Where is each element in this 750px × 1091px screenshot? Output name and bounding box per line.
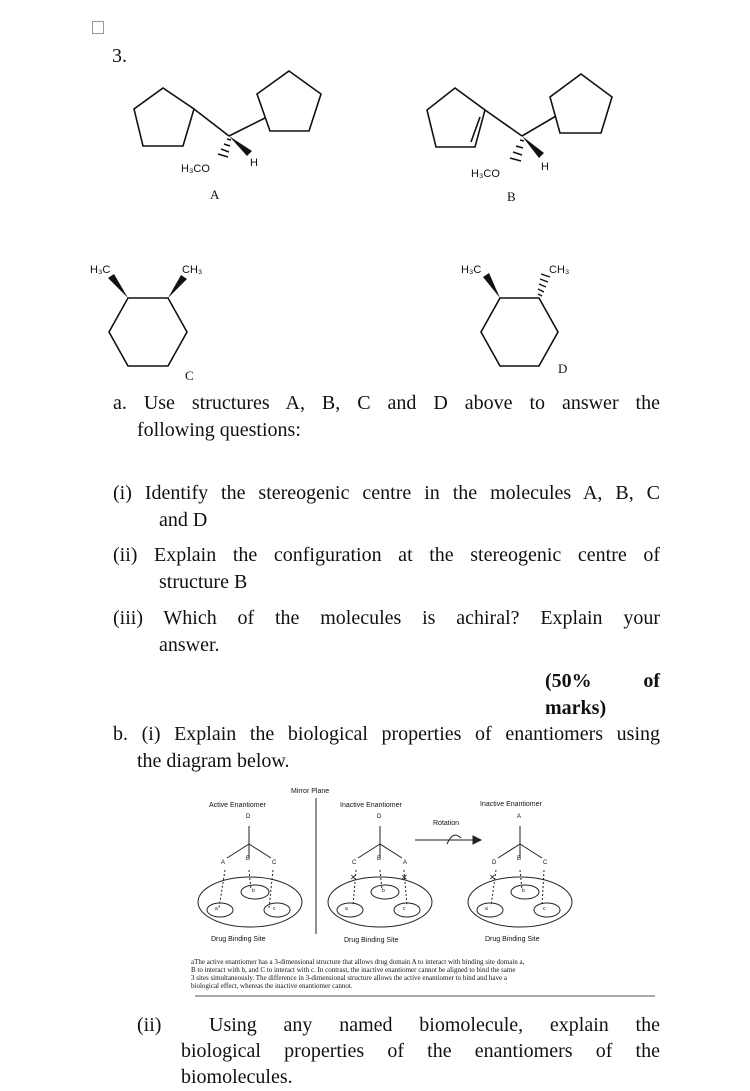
site-a-inactive-1: a — [345, 906, 348, 912]
part-b-q1-line1: b. (i) Explain the biological properties of enantiomers using — [113, 723, 660, 745]
part-a-q2-line2: structure B — [159, 571, 248, 593]
figure-caption-line1: aThe active enantiomer has a 3-dimensional structure that allows drug domain A to interact with binding site domain a, — [191, 958, 525, 966]
domain-c-inactive-2: C — [543, 860, 548, 866]
hashed-bond-d — [538, 274, 550, 296]
site-a-inactive-2: a — [485, 906, 488, 912]
part-a-intro-line1: a. Use structures A, B, C and D above to answer the — [113, 392, 660, 414]
wedge-c-right — [168, 275, 187, 298]
site-c-active: c — [273, 906, 276, 912]
figure-caption-line3: 3 sites simultaneously. The difference in 3-dimensional structure allows the active enantiomer to bind and have a — [191, 974, 507, 982]
domain-d-inactive-1: D — [377, 814, 382, 820]
site-c-inactive-1: c — [403, 906, 406, 912]
domain-a-inactive-2: A — [517, 814, 522, 820]
cyclopentane-a-right — [257, 71, 321, 131]
part-a-q2-line1: (ii) Explain the configuration at the stereogenic centre of — [113, 544, 660, 566]
enantiomer-figure — [191, 786, 655, 998]
domain-b-inactive-2: B — [517, 856, 522, 862]
mismatch-cross-3: ✕ — [489, 873, 496, 882]
cyclopentane-b-right — [550, 74, 612, 133]
hydrogen-b: H — [541, 161, 549, 173]
methyl-c-left: H₃C — [90, 264, 111, 276]
mismatch-cross-1: ✕ — [350, 873, 357, 882]
label-c: C — [185, 368, 194, 383]
wedge-bond-a — [229, 136, 252, 156]
site-c-inactive-2: c — [543, 906, 546, 912]
label-d: D — [558, 361, 568, 376]
cyclopentene-b — [427, 88, 485, 147]
figure-caption-line4: biological effect, whereas the inactive enantiomer cannot. — [191, 982, 353, 990]
domain-b-inactive-1: B — [377, 856, 382, 862]
methyl-d-left: H₃C — [461, 264, 482, 276]
domain-c-inactive-1: C — [352, 860, 357, 866]
hashed-bond-b — [510, 140, 524, 161]
active-enantiomer-label: Active Enantiomer — [209, 802, 266, 809]
binding-site-label-1: Drug Binding Site — [211, 936, 266, 943]
part-a-q3-line1: (iii) Which of the molecules is achiral? Explain your — [113, 607, 660, 629]
site-a-active: a — [215, 906, 218, 912]
marks-line1: (50% of — [545, 670, 660, 692]
checkbox[interactable] — [92, 21, 104, 34]
part-a-q1-line1: (i) Identify the stereogenic centre in the molecules A, B, C — [113, 482, 660, 504]
binding-site-label-3: Drug Binding Site — [485, 936, 540, 943]
domain-b-active: B — [246, 856, 251, 862]
part-a-q1-line2: and D — [159, 509, 208, 531]
part-b-q2-label: (ii) — [137, 1014, 162, 1036]
cyclohexane-c — [109, 298, 187, 366]
domain-d-active: D — [246, 814, 251, 820]
domain-d-inactive-2: D — [492, 860, 497, 866]
hashed-bond-a — [218, 139, 231, 157]
domain-a-inactive-1: A — [403, 860, 408, 866]
cyclopentane-a-left — [134, 88, 194, 146]
methoxy-b: H₃CO — [471, 168, 500, 180]
rotation-label: Rotation — [433, 820, 460, 827]
wedge-d-left — [483, 273, 500, 298]
domain-c-active: C — [272, 860, 277, 866]
structures-cd — [0, 260, 750, 380]
part-b-q1-line2: the diagram below. — [137, 750, 290, 772]
methoxy-a: H₃CO — [181, 163, 210, 175]
inactive-enantiomer-label-2: Inactive Enantiomer — [480, 801, 542, 808]
site-b-active: b — [252, 888, 255, 894]
site-b-inactive-1: b — [382, 888, 385, 894]
part-b-q2-line2: biological properties of the enantiomers of the — [181, 1040, 660, 1062]
hydrogen-a: H — [250, 157, 258, 169]
wedge-c-left — [108, 274, 128, 298]
site-b-inactive-2: b — [522, 888, 525, 894]
part-a-intro-line2: following questions: — [137, 419, 301, 441]
wedge-bond-b — [522, 136, 544, 158]
figure-caption-line2: B to interact with b, and C to interact with c. In contrast, the inactive enantiomer cannot be aligned to bind the same — [191, 966, 516, 974]
cyclohexane-d — [481, 298, 558, 366]
part-b-q2-line3: biomolecules. — [181, 1066, 293, 1088]
mirror-plane-label: Mirror Plane — [291, 788, 330, 795]
domain-a-active: A — [221, 860, 226, 866]
methyl-c-right: CH₃ — [182, 264, 203, 276]
part-b-q2-line1: Using any named biomolecule, explain the — [209, 1014, 660, 1036]
part-a-q3-line2: answer. — [159, 634, 220, 656]
question-number: 3. — [112, 45, 127, 67]
marks-line2: marks) — [545, 697, 607, 719]
label-b: B — [507, 189, 516, 204]
mismatch-cross-2: ✕ — [401, 873, 408, 882]
methyl-d-right: CH₃ — [549, 264, 570, 276]
structures-ab — [0, 60, 750, 210]
binding-site-label-2: Drug Binding Site — [344, 937, 399, 944]
label-a: A — [210, 187, 220, 202]
inactive-enantiomer-label-1: Inactive Enantiomer — [340, 802, 402, 809]
